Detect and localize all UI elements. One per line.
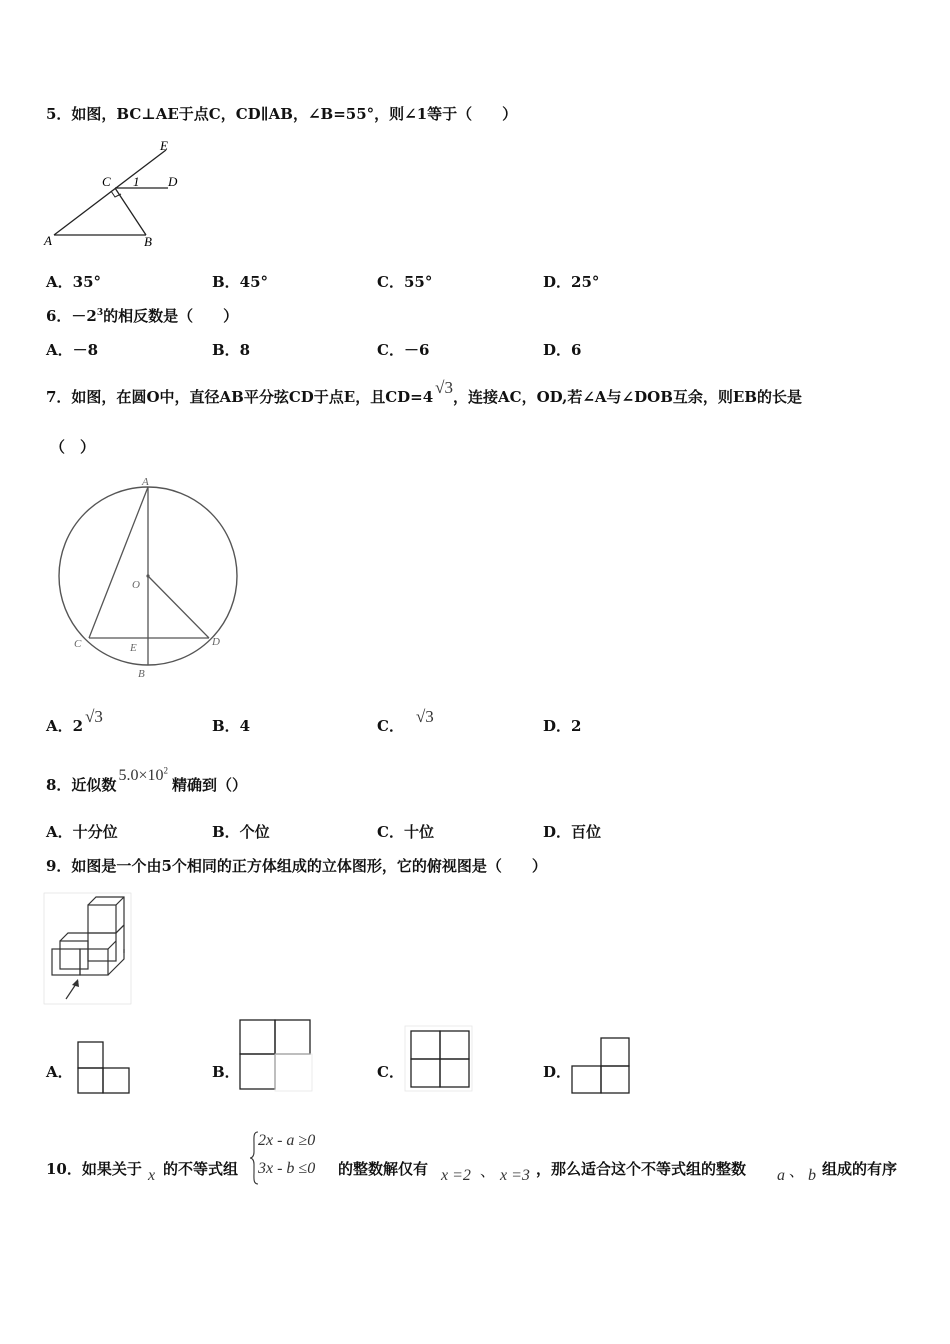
- label-c: C: [102, 174, 111, 189]
- q9-option-b[interactable]: B．: [212, 1063, 240, 1081]
- label-a: A: [142, 476, 149, 488]
- label-c: C: [74, 638, 82, 650]
- q6-option-b[interactable]: B．8: [212, 341, 251, 359]
- q5-figure: [40, 138, 200, 253]
- label-b: B: [144, 234, 152, 249]
- q8-number: [118, 767, 168, 784]
- q10-stem-mid3: ，那么适合这个不等式组的整数: [536, 1160, 747, 1178]
- q5-option-a[interactable]: A．35°: [46, 273, 102, 291]
- q10-inequality-2: 3x - b ≤0: [258, 1160, 316, 1177]
- q7-option-c[interactable]: [377, 707, 434, 736]
- q8-stem-post: 精确到（）: [171, 776, 247, 794]
- q10-separator: 、: [480, 1162, 496, 1180]
- q9-solid-figure: [44, 893, 132, 1005]
- q5-option-d[interactable]: D．25°: [543, 273, 600, 291]
- q7-sqrt3: √3: [435, 378, 453, 397]
- q8-option-a[interactable]: A．十分位: [46, 823, 118, 841]
- chord-ac: [89, 487, 148, 638]
- q9-option-c-figure[interactable]: [405, 1026, 473, 1092]
- q9-option-d[interactable]: D．: [543, 1063, 572, 1081]
- q9-stem: 9．如图是一个由5个相同的正方体组成的立体图形，它的俯视图是（ ）: [46, 857, 547, 875]
- q8-option-b[interactable]: B．个位: [212, 823, 270, 841]
- label-a: A: [44, 233, 52, 248]
- label-1: 1: [133, 174, 140, 189]
- q8-option-d[interactable]: D．百位: [543, 823, 602, 841]
- q5-option-c[interactable]: C．55°: [377, 273, 433, 291]
- q10-stem-mid2: 的整数解仅有: [338, 1160, 429, 1178]
- q10-inequality-1: 2x - a ≥0: [258, 1132, 316, 1149]
- q9-option-b-figure[interactable]: [238, 1018, 314, 1093]
- line-ae: [54, 150, 166, 235]
- q7-stem-pre: 7．如图，在圆O中，直径AB平分弦CD于点E，且CD=4: [46, 388, 434, 406]
- q9-option-a[interactable]: A．: [46, 1063, 73, 1081]
- q7-option-d[interactable]: D．2: [543, 717, 582, 735]
- q5-stem: 5．如图，BC⊥AE于点C，CD∥AB，∠B=55°，则∠1等于（ ）: [46, 105, 518, 123]
- label-d: D: [212, 636, 220, 648]
- q9-option-a-figure[interactable]: [77, 1040, 131, 1095]
- q7-option-c-sqrt: √3: [415, 707, 434, 726]
- q8-stem: [46, 765, 247, 795]
- q10-solution-2: x =3: [500, 1167, 530, 1184]
- q10-separator-2: 、: [789, 1162, 805, 1180]
- segment-od: [148, 576, 209, 638]
- q7-option-a-label: A．2: [46, 717, 84, 735]
- q6-stem-post: 的相反数是（ ）: [103, 307, 239, 325]
- label-e: E: [130, 642, 137, 654]
- q7-circle-figure: [52, 475, 267, 685]
- q5-option-b[interactable]: B．45°: [212, 273, 269, 291]
- q7-option-c-label: C．: [377, 717, 404, 735]
- label-b: B: [138, 668, 145, 680]
- q7-stem: [46, 378, 802, 407]
- q6-exponent: 3: [96, 308, 104, 318]
- q8-option-c[interactable]: C．十位: [377, 823, 434, 841]
- q6-option-d[interactable]: D．6: [543, 341, 582, 359]
- label-o: O: [132, 579, 140, 591]
- view-arrow: [72, 979, 79, 987]
- q9-option-c[interactable]: C．: [377, 1063, 404, 1081]
- q8-stem-pre: 8．近似数: [46, 776, 117, 794]
- q8-number-base: 5.0×10: [118, 767, 164, 784]
- q6-option-c[interactable]: C．－6: [377, 341, 430, 359]
- q10-stem-end: 组成的有序: [822, 1160, 898, 1178]
- q7-stem-post: ，连接AC，OD,若∠A与∠DOB互余，则EB的长是: [453, 388, 802, 406]
- label-e: E: [160, 138, 168, 153]
- q7-stem-line2: （ ）: [50, 438, 96, 456]
- q6-option-a[interactable]: A．－8: [46, 341, 99, 359]
- q6-stem-pre: 6．－2: [46, 307, 97, 325]
- q10-var-a: a: [777, 1167, 785, 1184]
- q9-option-d-figure[interactable]: [570, 1036, 632, 1096]
- q10-stem-mid: 的不等式组: [163, 1160, 239, 1178]
- q7-option-a[interactable]: [46, 707, 103, 736]
- q8-number-exponent: 2: [163, 765, 168, 776]
- center-point: [146, 574, 149, 577]
- q10-solution-1: x =2: [441, 1167, 471, 1184]
- q6-stem: [46, 305, 238, 326]
- q7-option-b[interactable]: B．4: [212, 717, 251, 735]
- q10-var-x: x: [148, 1167, 156, 1184]
- q10-var-b: b: [808, 1167, 816, 1184]
- q10-stem-pre: 10．如果关于: [46, 1160, 142, 1178]
- label-d: D: [168, 174, 178, 189]
- q7-option-a-sqrt: √3: [85, 707, 103, 726]
